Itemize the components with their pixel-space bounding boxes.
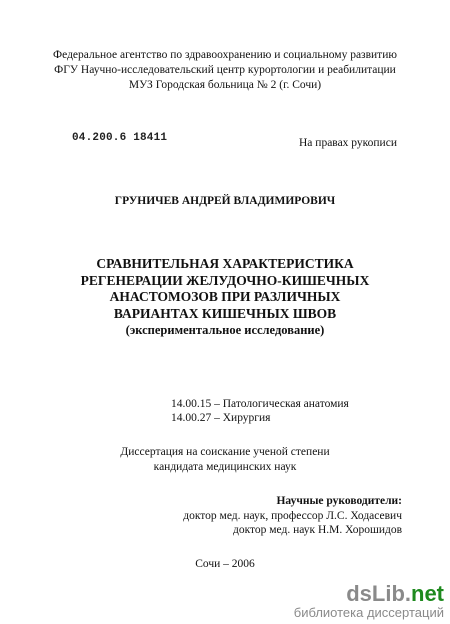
title-line: ВАРИАНТАХ КИШЕЧНЫХ ШВОВ xyxy=(113,305,337,321)
watermark-tagline: библиотека диссертаций xyxy=(293,605,444,620)
supervisor-line: доктор мед. наук Н.М. Хорошидов xyxy=(232,524,402,536)
author-name: ГРУНИЧЕВ АНДРЕЙ ВЛАДИМИРОВИЧ xyxy=(114,195,336,207)
supervisors-heading: Научные руководители: xyxy=(276,495,402,507)
title-line: АНАСТОМОЗОВ ПРИ РАЗЛИЧНЫХ xyxy=(109,289,341,304)
specialty-line: 14.00.27 – Хирургия xyxy=(171,412,271,424)
watermark-brand xyxy=(294,583,444,605)
specialty-line: 14.00.15 – Патологическая анатомия xyxy=(171,398,349,410)
rights-note: На правах рукописи xyxy=(299,137,397,149)
watermark-brand-accent: net xyxy=(411,581,444,606)
dslib-watermark xyxy=(294,583,444,620)
city-year: Сочи – 2006 xyxy=(195,558,255,570)
organization-line: ФГУ Научно-исследовательский центр курортологии и реабилитации xyxy=(54,64,396,76)
organization-line: МУЗ Городская больница № 2 (г. Сочи) xyxy=(128,79,322,91)
watermark-brand-main: dsLib. xyxy=(346,581,411,606)
supervisors-block xyxy=(183,494,402,538)
supervisor-line: доктор мед. наук, профессор Л.С. Ходасевич xyxy=(183,509,402,522)
organizations-block xyxy=(0,48,450,93)
title-line: СРАВНИТЕЛЬНАЯ ХАРАКТЕРИСТИКА xyxy=(96,256,354,271)
title-line: РЕГЕНЕРАЦИИ ЖЕЛУДОЧНО-КИШЕЧНЫХ xyxy=(80,272,370,288)
dissertation-degree xyxy=(0,445,450,474)
dissertation-line: кандидата медицинских наук xyxy=(153,460,297,473)
thesis-title xyxy=(0,256,450,339)
dissertation-line: Диссертация на соискание ученой степени xyxy=(120,446,330,458)
thesis-subtitle: (экспериментальное исследование) xyxy=(125,323,325,337)
library-stamp: 04.200.6 18411 xyxy=(72,132,168,144)
organization-line: Федеральное агентство по здравоохранению и социальному развитию xyxy=(53,49,397,61)
